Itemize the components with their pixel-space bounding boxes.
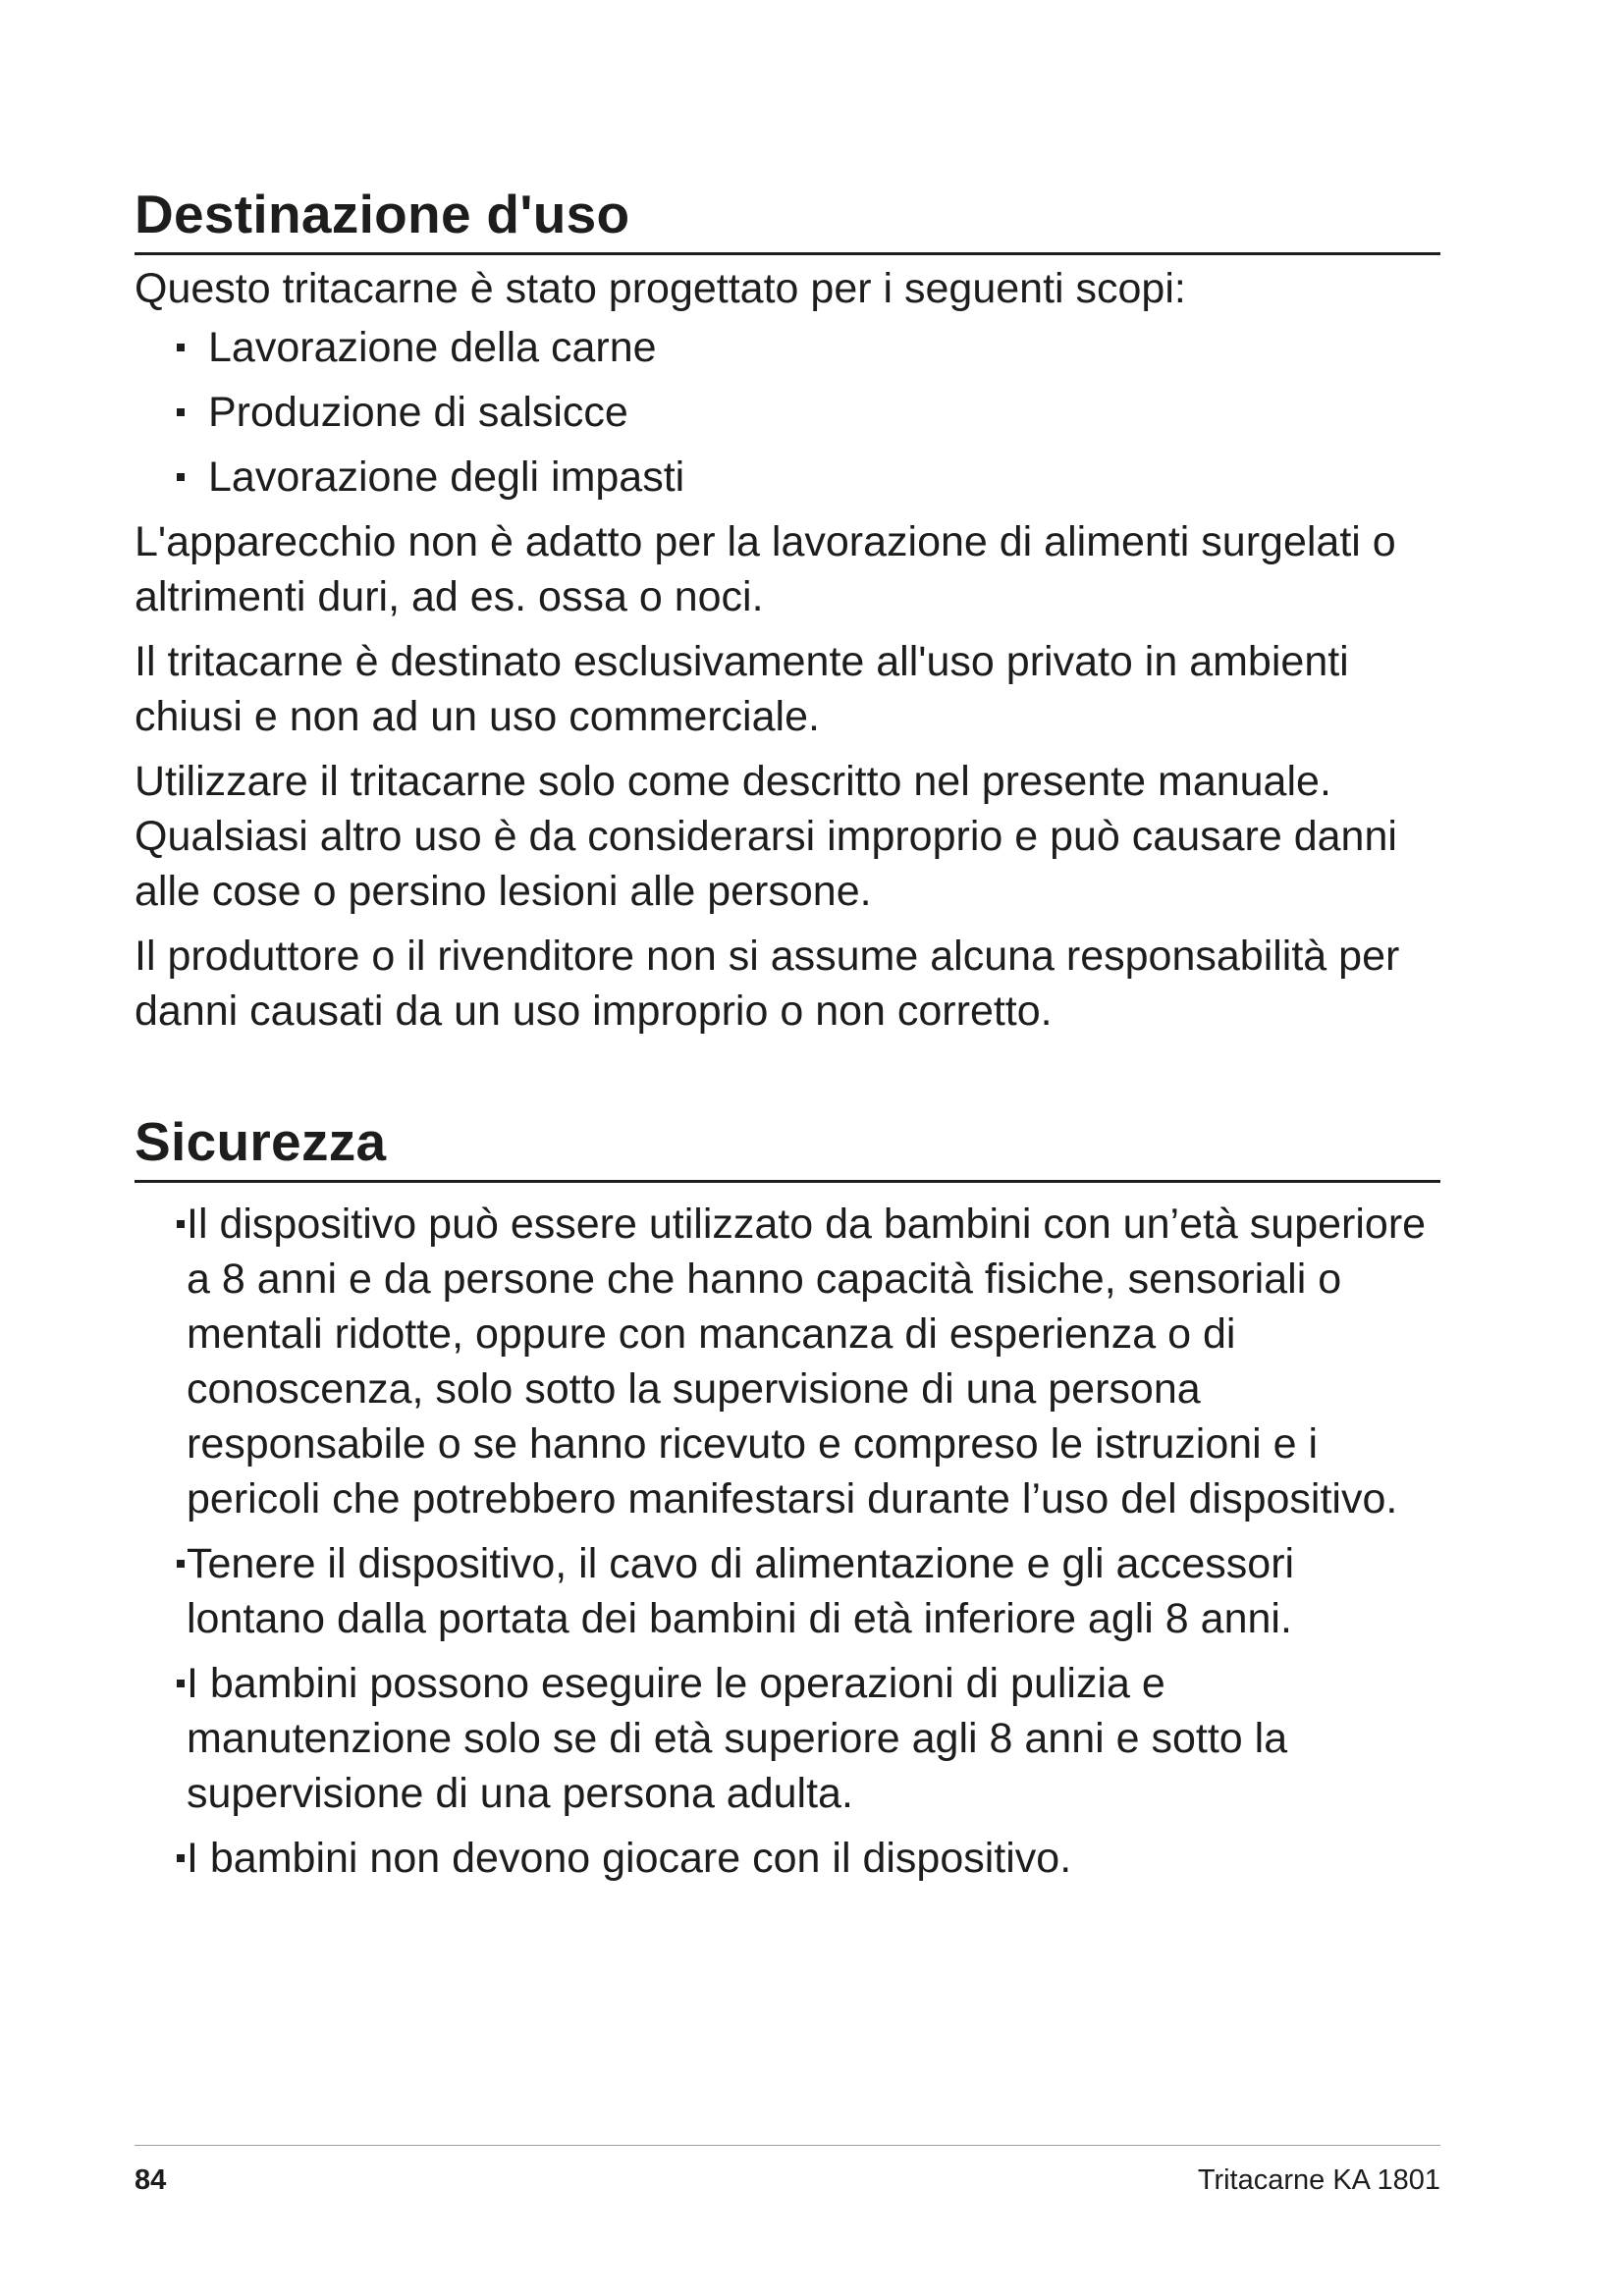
usage-paragraph: Il produttore o il rivenditore non si assume alcuna responsabilità per danni causati da un uso improprio o non corretto. bbox=[135, 933, 1400, 1035]
product-name: Tritacarne KA 1801 bbox=[1197, 2164, 1440, 2196]
usage-list bbox=[135, 320, 1440, 505]
list-item: Lavorazione degli impasti bbox=[135, 450, 1440, 505]
usage-intro: Questo tritacarne è stato progettato per i seguenti scopi: bbox=[135, 265, 1186, 312]
safety-list bbox=[135, 1197, 1440, 1886]
list-item: I bambini non devono giocare con il dispositivo. bbox=[135, 1831, 1440, 1886]
list-item: Tenere il dispositivo, il cavo di alimentazione e gli accessori lontano dalla portata dei bambini di età inferiore agli 8 anni. bbox=[135, 1536, 1440, 1646]
list-item: Produzione di salsicce bbox=[135, 385, 1440, 440]
safety-heading: Sicurezza bbox=[135, 1109, 1440, 1183]
page-footer bbox=[135, 2145, 1440, 2197]
usage-paragraph: Il tritacarne è destinato esclusivamente all'uso privato in ambienti chiusi e non ad un uso commerciale. bbox=[135, 638, 1349, 740]
list-item: Il dispositivo può essere utilizzato da bambini con un’età superiore a 8 anni e da persone che hanno capacità fisiche, sensoriali o mentali ridotte, oppure con mancanza di esperienza o di conoscenza, solo sotto la supervisione di una persona responsabile o se hanno ricevuto e compreso le istruzioni e i pericoli che potrebbero manifestarsi durante l’uso del dispositivo. bbox=[135, 1197, 1440, 1526]
usage-section bbox=[135, 182, 1440, 1039]
safety-section bbox=[135, 1109, 1440, 1886]
usage-heading: Destinazione d'uso bbox=[135, 182, 1440, 255]
list-item: Lavorazione della carne bbox=[135, 320, 1440, 375]
page-number: 84 bbox=[135, 2164, 167, 2196]
list-item: I bambini possono eseguire le operazioni di pulizia e manutenzione solo se di età superiore agli 8 anni e sotto la supervisione di una persona adulta. bbox=[135, 1656, 1440, 1821]
usage-paragraph: Utilizzare il tritacarne solo come descritto nel presente manuale. Qualsiasi altro uso è da considerarsi improprio e può causare danni alle cose o persino lesioni alle persone. bbox=[135, 758, 1397, 915]
page-content bbox=[135, 182, 1440, 1896]
usage-paragraph: L'apparecchio non è adatto per la lavorazione di alimenti surgelati o altrimenti duri, ad es. ossa o noci. bbox=[135, 518, 1396, 620]
